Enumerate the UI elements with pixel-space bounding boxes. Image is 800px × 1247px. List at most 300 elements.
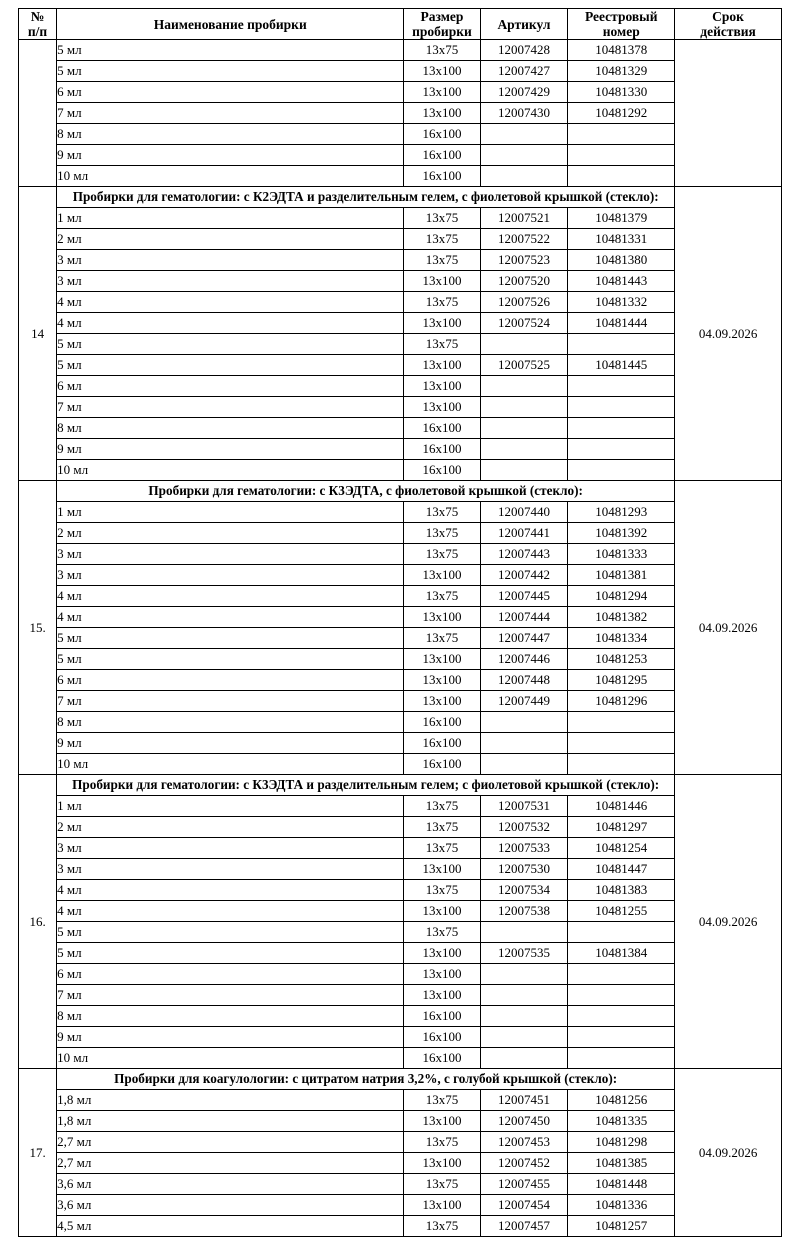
cell-article bbox=[480, 733, 568, 754]
cell-volume: 2,7 мл bbox=[57, 1132, 404, 1153]
cell-article bbox=[480, 712, 568, 733]
table-row bbox=[19, 586, 782, 607]
validity-date: 04.09.2026 bbox=[675, 775, 782, 1069]
table-row bbox=[19, 817, 782, 838]
column-header-term-line1: Срок bbox=[712, 9, 744, 24]
cell-article bbox=[480, 439, 568, 460]
table-row bbox=[19, 1195, 782, 1216]
cell-reg-number: 10481384 bbox=[568, 943, 675, 964]
table-row bbox=[19, 145, 782, 166]
cell-volume: 10 мл bbox=[57, 754, 404, 775]
cell-size: 13x100 bbox=[404, 1195, 480, 1216]
cell-volume: 8 мл bbox=[57, 712, 404, 733]
cell-size: 13x75 bbox=[404, 250, 480, 271]
cell-volume: 1,8 мл bbox=[57, 1111, 404, 1132]
table-row bbox=[19, 1216, 782, 1237]
column-header-reg-line2: номер bbox=[602, 24, 640, 40]
table-row bbox=[19, 40, 782, 61]
cell-article bbox=[480, 418, 568, 439]
cell-volume: 5 мл bbox=[57, 355, 404, 376]
cell-reg-number: 10481329 bbox=[568, 61, 675, 82]
cell-volume: 3 мл bbox=[57, 859, 404, 880]
table-header bbox=[19, 9, 782, 40]
table-row bbox=[19, 1132, 782, 1153]
cell-reg-number bbox=[568, 754, 675, 775]
cell-article: 12007444 bbox=[480, 607, 568, 628]
cell-size: 13x75 bbox=[404, 586, 480, 607]
cell-volume: 4,5 мл bbox=[57, 1216, 404, 1237]
cell-reg-number: 10481255 bbox=[568, 901, 675, 922]
cell-size: 13x75 bbox=[404, 1090, 480, 1111]
cell-reg-number: 10481331 bbox=[568, 229, 675, 250]
cell-volume: 1 мл bbox=[57, 796, 404, 817]
cell-volume: 6 мл bbox=[57, 376, 404, 397]
table-row bbox=[19, 1153, 782, 1174]
cell-reg-number bbox=[568, 334, 675, 355]
cell-article: 12007533 bbox=[480, 838, 568, 859]
cell-reg-number: 10481446 bbox=[568, 796, 675, 817]
table-row bbox=[19, 1027, 782, 1048]
cell-size: 13x75 bbox=[404, 208, 480, 229]
cell-size: 13x100 bbox=[404, 376, 480, 397]
cell-volume: 9 мл bbox=[57, 733, 404, 754]
cell-reg-number bbox=[568, 712, 675, 733]
cell-article: 12007451 bbox=[480, 1090, 568, 1111]
cell-article bbox=[480, 124, 568, 145]
cell-reg-number bbox=[568, 733, 675, 754]
cell-article: 12007523 bbox=[480, 250, 568, 271]
cell-size: 13x100 bbox=[404, 397, 480, 418]
column-header-reg bbox=[568, 9, 675, 40]
cell-article bbox=[480, 1006, 568, 1027]
cell-size: 13x75 bbox=[404, 334, 480, 355]
cell-size: 13x75 bbox=[404, 544, 480, 565]
cell-size: 16x100 bbox=[404, 166, 480, 187]
cell-size: 16x100 bbox=[404, 1006, 480, 1027]
cell-article bbox=[480, 460, 568, 481]
cell-volume: 10 мл bbox=[57, 1048, 404, 1069]
cell-article: 12007452 bbox=[480, 1153, 568, 1174]
section-header-row bbox=[19, 187, 782, 208]
cell-reg-number: 10481292 bbox=[568, 103, 675, 124]
cell-size: 13x100 bbox=[404, 61, 480, 82]
cell-size: 13x75 bbox=[404, 523, 480, 544]
cell-size: 13x100 bbox=[404, 985, 480, 1006]
section-number: 16. bbox=[19, 775, 57, 1069]
cell-size: 13x100 bbox=[404, 859, 480, 880]
table-row bbox=[19, 502, 782, 523]
table-row bbox=[19, 565, 782, 586]
cell-size: 13x100 bbox=[404, 313, 480, 334]
cell-volume: 5 мл bbox=[57, 61, 404, 82]
cell-article: 12007447 bbox=[480, 628, 568, 649]
cell-size: 13x100 bbox=[404, 271, 480, 292]
cell-volume: 4 мл bbox=[57, 292, 404, 313]
table-row bbox=[19, 859, 782, 880]
section-header-row bbox=[19, 1069, 782, 1090]
table-row bbox=[19, 1048, 782, 1069]
cell-size: 13x75 bbox=[404, 628, 480, 649]
table-row bbox=[19, 103, 782, 124]
table-row bbox=[19, 82, 782, 103]
table-row bbox=[19, 544, 782, 565]
table-row bbox=[19, 439, 782, 460]
cell-size: 13x100 bbox=[404, 943, 480, 964]
cell-article: 12007446 bbox=[480, 649, 568, 670]
column-header-size-line2: пробирки bbox=[412, 24, 472, 40]
cell-reg-number: 10481333 bbox=[568, 544, 675, 565]
table-row bbox=[19, 355, 782, 376]
table-row bbox=[19, 1111, 782, 1132]
cell-size: 13x100 bbox=[404, 565, 480, 586]
cell-reg-number: 10481253 bbox=[568, 649, 675, 670]
cell-article: 12007440 bbox=[480, 502, 568, 523]
cell-size: 13x75 bbox=[404, 292, 480, 313]
table-body bbox=[19, 40, 782, 1237]
table-row bbox=[19, 670, 782, 691]
cell-size: 16x100 bbox=[404, 712, 480, 733]
cell-article: 12007530 bbox=[480, 859, 568, 880]
column-header-term bbox=[675, 9, 782, 40]
validity-date bbox=[675, 40, 782, 187]
cell-reg-number: 10481383 bbox=[568, 880, 675, 901]
cell-article: 12007520 bbox=[480, 271, 568, 292]
cell-article bbox=[480, 376, 568, 397]
validity-date: 04.09.2026 bbox=[675, 481, 782, 775]
cell-volume: 1 мл bbox=[57, 208, 404, 229]
cell-volume: 10 мл bbox=[57, 460, 404, 481]
cell-size: 13x75 bbox=[404, 796, 480, 817]
table-row bbox=[19, 754, 782, 775]
table-row bbox=[19, 271, 782, 292]
section-number: 15. bbox=[19, 481, 57, 775]
table-row bbox=[19, 292, 782, 313]
cell-reg-number: 10481293 bbox=[568, 502, 675, 523]
cell-article bbox=[480, 145, 568, 166]
cell-volume: 5 мл bbox=[57, 628, 404, 649]
table-row bbox=[19, 523, 782, 544]
cell-volume: 9 мл bbox=[57, 145, 404, 166]
cell-size: 13x100 bbox=[404, 901, 480, 922]
cell-volume: 2 мл bbox=[57, 523, 404, 544]
cell-volume: 6 мл bbox=[57, 670, 404, 691]
cell-reg-number: 10481381 bbox=[568, 565, 675, 586]
cell-volume: 1 мл bbox=[57, 502, 404, 523]
column-header-reg-line1: Реестровый bbox=[584, 9, 658, 24]
cell-reg-number: 10481295 bbox=[568, 670, 675, 691]
cell-article: 12007450 bbox=[480, 1111, 568, 1132]
cell-size: 16x100 bbox=[404, 754, 480, 775]
cell-size: 13x100 bbox=[404, 82, 480, 103]
cell-volume: 3 мл bbox=[57, 271, 404, 292]
cell-volume: 4 мл bbox=[57, 901, 404, 922]
cell-article: 12007535 bbox=[480, 943, 568, 964]
cell-volume: 2,7 мл bbox=[57, 1153, 404, 1174]
cell-reg-number bbox=[568, 1006, 675, 1027]
cell-article: 12007430 bbox=[480, 103, 568, 124]
section-title: Пробирки для гематологии: с К3ЭДТА, с фиолетовой крышкой (стекло): bbox=[57, 481, 675, 502]
cell-size: 13x75 bbox=[404, 1216, 480, 1237]
cell-article: 12007531 bbox=[480, 796, 568, 817]
section-title: Пробирки для гематологии: с К2ЭДТА и разделительным гелем, с фиолетовой крышкой (стекло): bbox=[57, 187, 675, 208]
cell-article bbox=[480, 397, 568, 418]
column-header-size-line1: Размер bbox=[420, 9, 464, 24]
cell-reg-number: 10481256 bbox=[568, 1090, 675, 1111]
table-header-row bbox=[19, 9, 782, 40]
cell-reg-number bbox=[568, 166, 675, 187]
table-row bbox=[19, 229, 782, 250]
cell-article: 12007453 bbox=[480, 1132, 568, 1153]
cell-reg-number: 10481294 bbox=[568, 586, 675, 607]
cell-article bbox=[480, 964, 568, 985]
section-header-row bbox=[19, 481, 782, 502]
table-row bbox=[19, 397, 782, 418]
cell-article: 12007522 bbox=[480, 229, 568, 250]
cell-reg-number: 10481385 bbox=[568, 1153, 675, 1174]
cell-reg-number: 10481445 bbox=[568, 355, 675, 376]
cell-volume: 1,8 мл bbox=[57, 1090, 404, 1111]
cell-article: 12007534 bbox=[480, 880, 568, 901]
tube-registry-table bbox=[18, 8, 782, 1237]
cell-reg-number: 10481444 bbox=[568, 313, 675, 334]
cell-reg-number: 10481336 bbox=[568, 1195, 675, 1216]
cell-size: 16x100 bbox=[404, 733, 480, 754]
cell-article: 12007455 bbox=[480, 1174, 568, 1195]
cell-size: 13x100 bbox=[404, 607, 480, 628]
cell-volume: 9 мл bbox=[57, 1027, 404, 1048]
cell-size: 13x75 bbox=[404, 838, 480, 859]
table-row bbox=[19, 880, 782, 901]
cell-volume: 6 мл bbox=[57, 82, 404, 103]
cell-size: 13x75 bbox=[404, 1174, 480, 1195]
cell-size: 16x100 bbox=[404, 124, 480, 145]
table-row bbox=[19, 607, 782, 628]
cell-volume: 5 мл bbox=[57, 943, 404, 964]
cell-volume: 10 мл bbox=[57, 166, 404, 187]
cell-size: 13x75 bbox=[404, 880, 480, 901]
cell-article bbox=[480, 166, 568, 187]
cell-article bbox=[480, 922, 568, 943]
table-row bbox=[19, 334, 782, 355]
cell-reg-number: 10481378 bbox=[568, 40, 675, 61]
cell-article: 12007427 bbox=[480, 61, 568, 82]
cell-volume: 7 мл bbox=[57, 691, 404, 712]
cell-volume: 3 мл bbox=[57, 250, 404, 271]
cell-volume: 8 мл bbox=[57, 1006, 404, 1027]
section-header-row bbox=[19, 775, 782, 796]
cell-volume: 6 мл bbox=[57, 964, 404, 985]
cell-reg-number: 10481392 bbox=[568, 523, 675, 544]
cell-reg-number: 10481379 bbox=[568, 208, 675, 229]
table-row bbox=[19, 922, 782, 943]
section-title: Пробирки для гематологии: с К3ЭДТА и разделительным гелем; с фиолетовой крышкой (стекло): bbox=[57, 775, 675, 796]
cell-article bbox=[480, 1048, 568, 1069]
cell-article: 12007448 bbox=[480, 670, 568, 691]
table-row bbox=[19, 1090, 782, 1111]
cell-size: 13x75 bbox=[404, 817, 480, 838]
cell-reg-number bbox=[568, 439, 675, 460]
cell-size: 16x100 bbox=[404, 1048, 480, 1069]
cell-reg-number: 10481334 bbox=[568, 628, 675, 649]
table-row bbox=[19, 796, 782, 817]
column-header-number-line2: п/п bbox=[27, 24, 48, 40]
table-row bbox=[19, 733, 782, 754]
cell-article: 12007441 bbox=[480, 523, 568, 544]
cell-reg-number bbox=[568, 376, 675, 397]
cell-volume: 3,6 мл bbox=[57, 1195, 404, 1216]
cell-article: 12007538 bbox=[480, 901, 568, 922]
cell-reg-number: 10481330 bbox=[568, 82, 675, 103]
cell-reg-number bbox=[568, 985, 675, 1006]
cell-article: 12007525 bbox=[480, 355, 568, 376]
table-row bbox=[19, 460, 782, 481]
cell-article: 12007532 bbox=[480, 817, 568, 838]
cell-reg-number: 10481447 bbox=[568, 859, 675, 880]
cell-reg-number: 10481448 bbox=[568, 1174, 675, 1195]
column-header-name: Наименование пробирки bbox=[57, 9, 404, 40]
cell-volume: 9 мл bbox=[57, 439, 404, 460]
cell-article bbox=[480, 1027, 568, 1048]
table-row bbox=[19, 1174, 782, 1195]
cell-article: 12007443 bbox=[480, 544, 568, 565]
column-header-article: Артикул bbox=[480, 9, 568, 40]
cell-size: 13x100 bbox=[404, 691, 480, 712]
table-row bbox=[19, 649, 782, 670]
cell-article: 12007428 bbox=[480, 40, 568, 61]
cell-reg-number: 10481443 bbox=[568, 271, 675, 292]
cell-size: 16x100 bbox=[404, 418, 480, 439]
table-row bbox=[19, 166, 782, 187]
cell-reg-number bbox=[568, 922, 675, 943]
cell-size: 13x100 bbox=[404, 649, 480, 670]
cell-volume: 3,6 мл bbox=[57, 1174, 404, 1195]
cell-volume: 3 мл bbox=[57, 565, 404, 586]
table-row bbox=[19, 418, 782, 439]
cell-reg-number: 10481298 bbox=[568, 1132, 675, 1153]
cell-size: 13x100 bbox=[404, 964, 480, 985]
cell-volume: 7 мл bbox=[57, 103, 404, 124]
cell-article bbox=[480, 334, 568, 355]
cell-volume: 8 мл bbox=[57, 418, 404, 439]
cell-size: 13x100 bbox=[404, 103, 480, 124]
cell-reg-number bbox=[568, 397, 675, 418]
table-row bbox=[19, 691, 782, 712]
section-number bbox=[19, 40, 57, 187]
validity-date: 04.09.2026 bbox=[675, 1069, 782, 1237]
section-number: 17. bbox=[19, 1069, 57, 1237]
section-title: Пробирки для коагулологии: с цитратом натрия 3,2%, с голубой крышкой (стекло): bbox=[57, 1069, 675, 1090]
table-row bbox=[19, 313, 782, 334]
cell-volume: 5 мл bbox=[57, 334, 404, 355]
table-row bbox=[19, 250, 782, 271]
cell-size: 16x100 bbox=[404, 460, 480, 481]
cell-size: 16x100 bbox=[404, 439, 480, 460]
cell-reg-number bbox=[568, 964, 675, 985]
table-row bbox=[19, 1006, 782, 1027]
cell-article: 12007449 bbox=[480, 691, 568, 712]
cell-article: 12007521 bbox=[480, 208, 568, 229]
cell-reg-number: 10481297 bbox=[568, 817, 675, 838]
cell-size: 13x75 bbox=[404, 40, 480, 61]
cell-reg-number: 10481382 bbox=[568, 607, 675, 628]
cell-article: 12007526 bbox=[480, 292, 568, 313]
table-row bbox=[19, 901, 782, 922]
cell-article: 12007429 bbox=[480, 82, 568, 103]
cell-size: 16x100 bbox=[404, 1027, 480, 1048]
table-row bbox=[19, 628, 782, 649]
table-row bbox=[19, 61, 782, 82]
cell-volume: 4 мл bbox=[57, 607, 404, 628]
column-header-number-line1: № bbox=[30, 9, 45, 24]
table-row bbox=[19, 376, 782, 397]
cell-volume: 5 мл bbox=[57, 649, 404, 670]
cell-volume: 3 мл bbox=[57, 544, 404, 565]
cell-reg-number: 10481332 bbox=[568, 292, 675, 313]
table-row bbox=[19, 208, 782, 229]
cell-size: 13x75 bbox=[404, 1132, 480, 1153]
cell-volume: 8 мл bbox=[57, 124, 404, 145]
cell-size: 13x75 bbox=[404, 502, 480, 523]
cell-volume: 2 мл bbox=[57, 229, 404, 250]
column-header-number bbox=[19, 9, 57, 40]
table-row bbox=[19, 964, 782, 985]
cell-volume: 3 мл bbox=[57, 838, 404, 859]
cell-size: 13x100 bbox=[404, 670, 480, 691]
cell-reg-number: 10481335 bbox=[568, 1111, 675, 1132]
cell-size: 13x100 bbox=[404, 355, 480, 376]
cell-reg-number: 10481380 bbox=[568, 250, 675, 271]
cell-reg-number: 10481257 bbox=[568, 1216, 675, 1237]
cell-size: 13x75 bbox=[404, 922, 480, 943]
cell-article: 12007445 bbox=[480, 586, 568, 607]
cell-size: 16x100 bbox=[404, 145, 480, 166]
cell-volume: 7 мл bbox=[57, 397, 404, 418]
cell-volume: 7 мл bbox=[57, 985, 404, 1006]
cell-size: 13x100 bbox=[404, 1111, 480, 1132]
cell-article: 12007454 bbox=[480, 1195, 568, 1216]
table-row bbox=[19, 985, 782, 1006]
cell-reg-number bbox=[568, 1027, 675, 1048]
column-header-size bbox=[404, 9, 480, 40]
cell-volume: 2 мл bbox=[57, 817, 404, 838]
cell-reg-number bbox=[568, 124, 675, 145]
cell-volume: 4 мл bbox=[57, 586, 404, 607]
table-row bbox=[19, 838, 782, 859]
cell-volume: 5 мл bbox=[57, 40, 404, 61]
cell-reg-number: 10481296 bbox=[568, 691, 675, 712]
cell-article: 12007442 bbox=[480, 565, 568, 586]
cell-size: 13x75 bbox=[404, 229, 480, 250]
cell-article: 12007524 bbox=[480, 313, 568, 334]
cell-reg-number: 10481254 bbox=[568, 838, 675, 859]
cell-reg-number bbox=[568, 418, 675, 439]
cell-volume: 4 мл bbox=[57, 880, 404, 901]
cell-article bbox=[480, 985, 568, 1006]
validity-date: 04.09.2026 bbox=[675, 187, 782, 481]
column-header-term-line2: действия bbox=[700, 24, 756, 40]
table-row bbox=[19, 943, 782, 964]
cell-volume: 4 мл bbox=[57, 313, 404, 334]
cell-reg-number bbox=[568, 460, 675, 481]
cell-article bbox=[480, 754, 568, 775]
cell-size: 13x100 bbox=[404, 1153, 480, 1174]
cell-reg-number bbox=[568, 145, 675, 166]
table-row bbox=[19, 124, 782, 145]
cell-article: 12007457 bbox=[480, 1216, 568, 1237]
table-row bbox=[19, 712, 782, 733]
cell-reg-number bbox=[568, 1048, 675, 1069]
cell-volume: 5 мл bbox=[57, 922, 404, 943]
